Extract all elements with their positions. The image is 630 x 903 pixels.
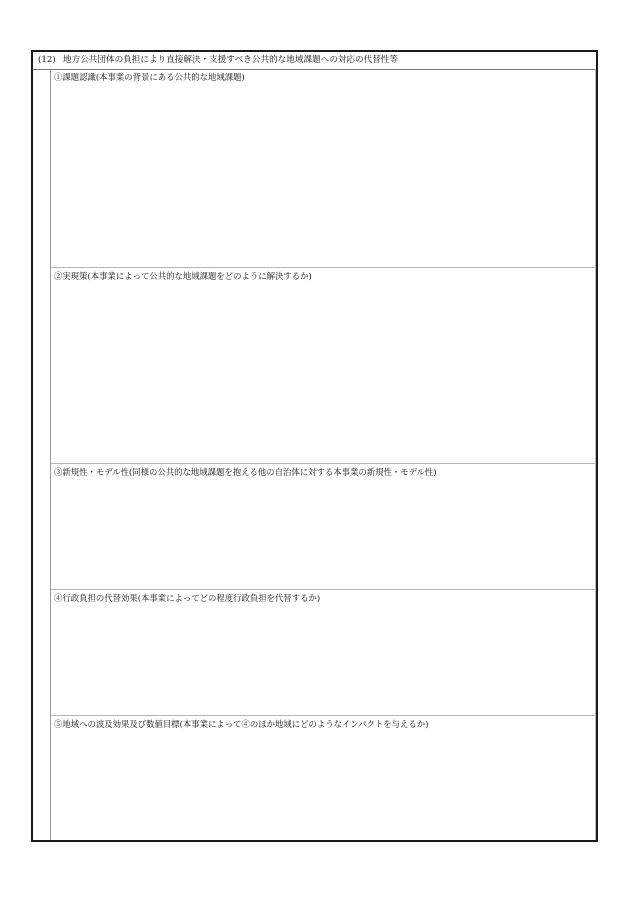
form-frame	[31, 50, 598, 842]
section-admin-burden-substitution[interactable]	[51, 589, 595, 715]
section-label: ④行政負担の代替効果(本事業によってどの程度行政負担を代替するか)	[54, 593, 321, 603]
section-regional-impact[interactable]	[51, 715, 595, 840]
section-novelty-model[interactable]	[51, 463, 595, 589]
item-title: 地方公共団体の負担により直接解決・支援すべき公共的な地域課題への対応の代替性等	[63, 55, 398, 65]
item-number: (12)	[38, 55, 56, 65]
form-header	[33, 52, 596, 70]
section-label: ③新規性・モデル性(同様の公共的な地域課題を抱える他の自治体に対する本事業の新規性・モデル性)	[54, 467, 437, 477]
section-issue-recognition[interactable]	[51, 69, 595, 267]
inner-right-border	[595, 69, 596, 840]
section-label: ①課題認識(本事業の背景にある公共的な地域課題)	[54, 72, 245, 82]
section-label: ⑤地域への波及効果及び数値目標(本事業によって④のほか地域にどのようなインパクトを与えるか)	[54, 719, 429, 729]
section-label: ②実現策(本事業によって公共的な地域課題をどのように解決するか)	[54, 271, 312, 281]
section-solution[interactable]	[51, 267, 595, 463]
